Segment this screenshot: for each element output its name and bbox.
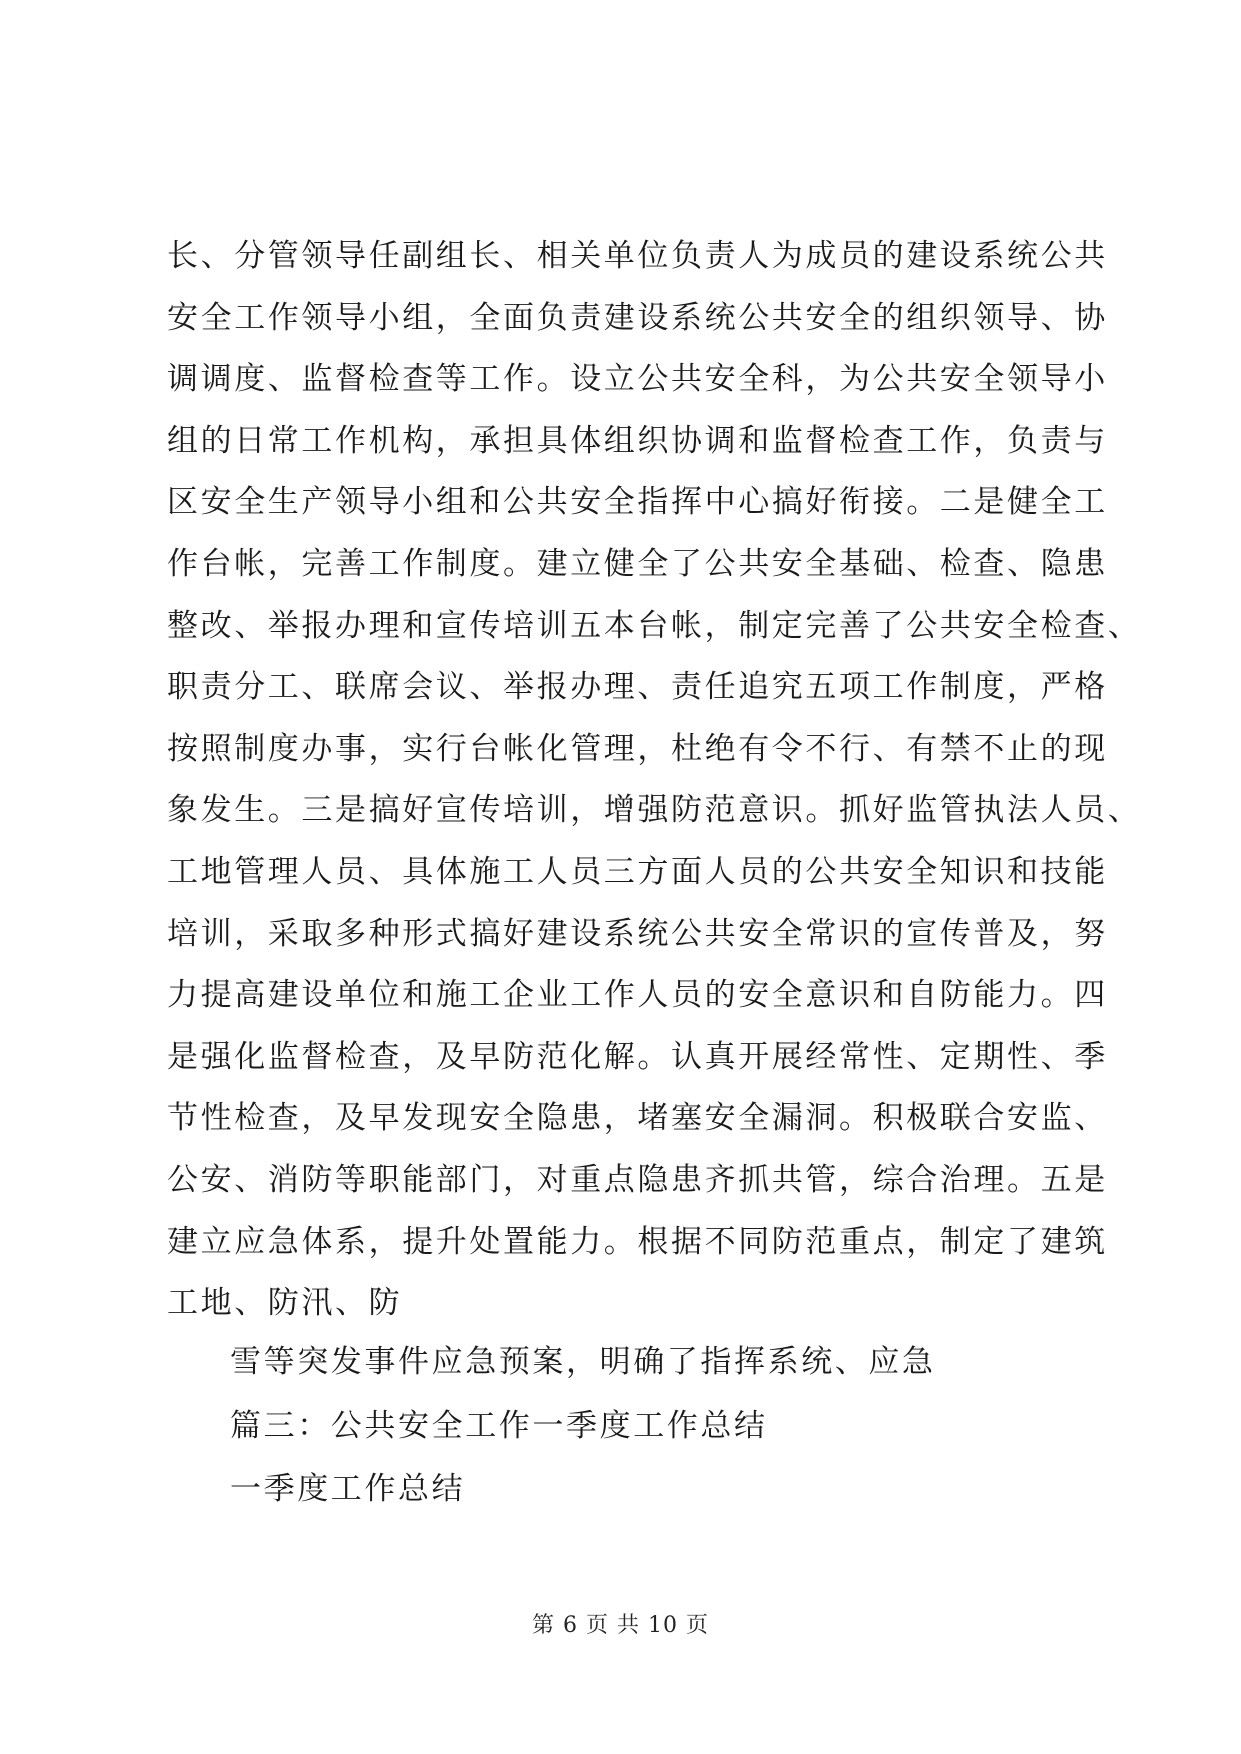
paragraph-line: 工地管理人员、具体施工人员三方面人员的公共安全知识和技能 [167,853,1108,890]
paragraph-line: 区安全生产领导小组和公共安全指挥中心搞好衔接。二是健全工 [167,484,1108,521]
continuation-paragraph [230,1332,1080,1394]
section-heading [230,1396,1080,1458]
paragraph-line: 整改、举报办理和宣传培训五本台帐，制定完善了公共安全检查、 [167,607,1142,644]
paragraph-line: 按照制度办事，实行台帐化管理，杜绝有令不行、有禁不止的现 [167,730,1108,767]
paragraph-line: 培训，采取多种形式搞好建设系统公共安全常识的宣传普及，努 [167,915,1108,952]
paragraph-line: 是强化监督检查，及早防范化解。认真开展经常性、定期性、季 [167,1038,1108,1075]
paragraph-line: 安全工作领导小组，全面负责建设系统公共安全的组织领导、协 [167,299,1108,336]
paragraph-line: 工地、防汛、防 [167,1285,403,1322]
paragraph-line: 作台帐，完善工作制度。建立健全了公共安全基础、检查、隐患 [167,545,1108,582]
continuation-line: 雪等突发事件应急预案，明确了指挥系统、应急 [230,1344,936,1380]
body-paragraph [167,226,1142,1335]
paragraph-line: 职责分工、联席会议、举报办理、责任追究五项工作制度，严格 [167,669,1108,706]
sub-heading-text: 一季度工作总结 [230,1471,466,1507]
paragraph-line: 建立应急体系，提升处置能力。根据不同防范重点，制定了建筑 [167,1223,1108,1260]
page-number-footer: 第 6 页 共 10 页 [532,1613,709,1638]
section-heading-text: 篇三：公共安全工作一季度工作总结 [230,1408,768,1444]
paragraph-line: 长、分管领导任副组长、相关单位负责人为成员的建设系统公共 [167,238,1108,274]
paragraph-line: 公安、消防等职能部门，对重点隐患齐抓共管，综合治理。五是 [167,1161,1108,1198]
paragraph-line: 组的日常工作机构，承担具体组织协调和监督检查工作，负责与 [167,422,1108,459]
paragraph-line: 象发生。三是搞好宣传培训，增强防范意识。抓好监管执法人员、 [167,792,1142,829]
paragraph-line: 力提高建设单位和施工企业工作人员的安全意识和自防能力。四 [167,977,1108,1014]
paragraph-line: 调调度、监督检查等工作。设立公共安全科，为公共安全领导小 [167,361,1108,398]
sub-heading [230,1459,1080,1521]
paragraph-line: 节性检查，及早发现安全隐患，堵塞安全漏洞。积极联合安监、 [167,1100,1108,1137]
